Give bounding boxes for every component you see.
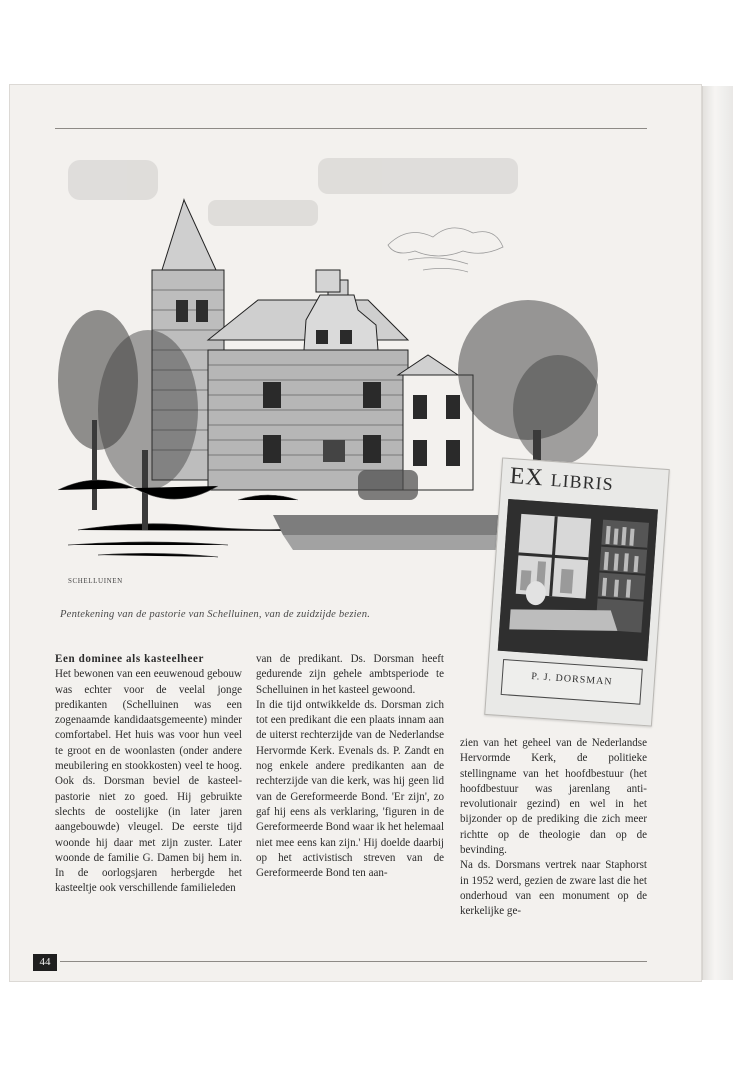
book-spine-edge	[702, 86, 733, 980]
ex-libris-owner: P. J. DORSMAN	[530, 671, 613, 688]
column-2-paragraph-1: van de predikant. Ds. Dorsman heeft gedurende zijn gehele ambtsperiode te Schelluinen in het kasteel gewoond.	[256, 653, 444, 696]
ex-libris-title	[509, 463, 661, 500]
ex-libris-title-first: EX	[509, 463, 545, 492]
column-1-text: Het bewonen van een eeuwenoud gebouw was echter voor de veelal jonge predikanten (Schelluinen was een zogenaamde kandidaatsgemeente) minder comfortabel. Het huis was voor hun veel te groot en de woonlasten (onder andere meubilering en stookkosten) veel te hoog. Ook ds. Dorsman beviel de kasteel-pastorie niet zo goed. Hij gebruikte slechts de oostelijke (in later jaren aangebouwde) vleugel. De eerste tijd woonde hij daar met zijn zuster. Later woonde de familie G. Damen bij hem in. In de oorlogsjaren herbergde het kasteeltje ook verschillende familieleden	[55, 668, 242, 895]
ex-libris-bookplate	[484, 457, 670, 726]
top-rule	[55, 128, 647, 129]
library-window-engraving	[498, 499, 658, 661]
column-2-paragraph-2: In die tijd ontwikkelde ds. Dorsman zich tot een predikant die een plaats innam aan de uiterst rechterzijde van de Nederlandse Hervormde Kerk. Evenals ds. P. Zandt en nog enkele andere predikanten aan de rechterzijde van die kerk, was hij geen lid van de Gereformeerde Bond. 'Er zijn', zo gaf hij eens als verklaring, 'figuren in de Gereformeerde Bond waar ik het helemaal niet mee eens kan zijn.' Hij doelde daarbij op het activistisch streven van de Gereformeerde Bond ten aan-	[256, 698, 445, 880]
article-column-3	[460, 736, 647, 920]
illustration-label: SCHELLUINEN	[68, 577, 123, 585]
page-number: 44	[33, 954, 57, 971]
article-column-2	[256, 652, 444, 881]
column-3-paragraph-2: Na ds. Dorsmans vertrek naar Staphorst in 1952 werd, gezien de zware last die het onderhoud van een monument op de kerkelijke ge-	[460, 859, 647, 918]
section-heading: Een dominee als kasteelheer	[55, 653, 205, 665]
ex-libris-title-second: LIBRIS	[550, 469, 615, 495]
figure-caption: Pentekening van de pastorie van Schelluinen, van de zuidzijde bezien.	[60, 609, 371, 620]
article-column-1	[55, 652, 242, 897]
column-3-paragraph-1: zien van het geheel van de Nederlandse Hervormde Kerk, de politieke stellingname van het hoofdbestuur (het hoofdbestuur was jarenlang anti-revolutionair gezind) en wel in het bijzonder op de prediking die zich meer richtte op de theologie dan op de bevinding.	[460, 737, 647, 857]
bottom-rule	[60, 961, 647, 962]
ex-libris-name-plaque	[501, 659, 643, 705]
